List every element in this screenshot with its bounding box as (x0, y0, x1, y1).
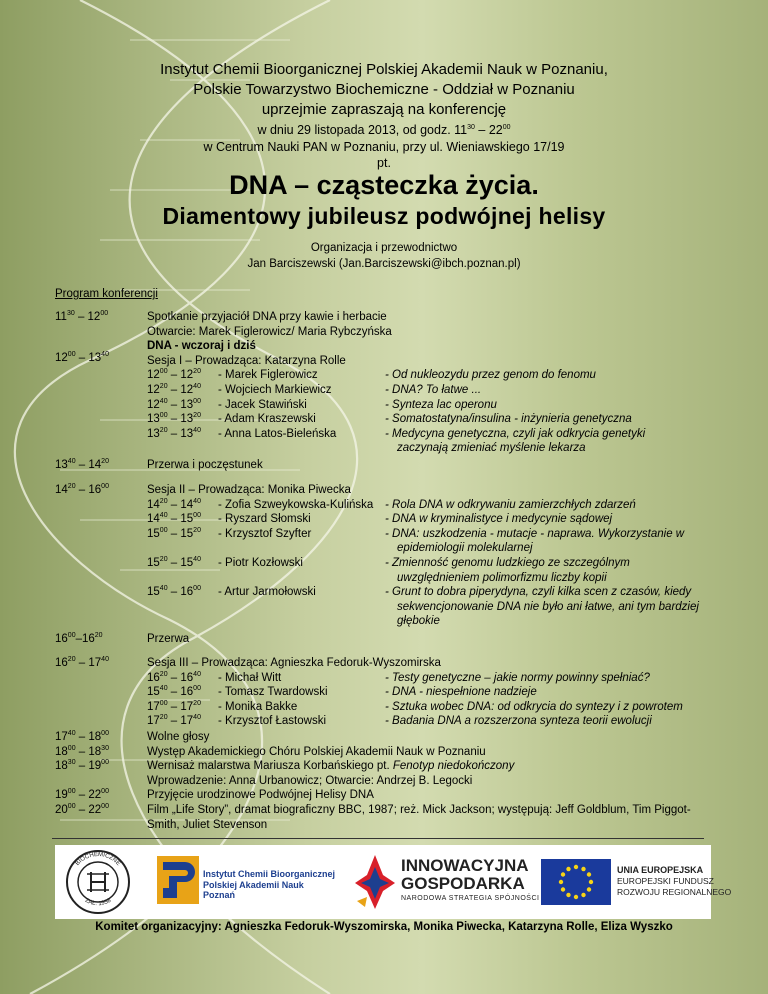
intro-line-3: DNA - wczoraj i dziś (147, 340, 256, 353)
talk-time: $15^{40} - 16^{00}$ (147, 585, 201, 599)
eu-star-icon (574, 895, 578, 899)
time-slot: $18^{30} - 19^{00}$ (55, 759, 109, 773)
ibch-logo-icon (157, 856, 199, 904)
time-slot: $12^{00} - 13^{40}$ (55, 351, 109, 364)
talk-speaker: - Adam Kraszewski (218, 413, 316, 426)
talk-time: $12^{00} - 12^{20}$ (147, 368, 201, 382)
evening-line: Wprowadzenie: Anna Urbanowicz; Otwarcie: Andrzej B. Legocki (147, 774, 473, 787)
evening-line: Wernisaż malarstwa Mariusza Korbańskiego pt. Fenotyp niedokończony (147, 760, 515, 773)
organizer-contact: Jan Barciszewski (Jan.Barciszewski@ibch.poznan.pl) (247, 258, 521, 270)
conference-title: DNA – cząsteczka życia. (229, 170, 539, 200)
talk-speaker: - Monika Bakke (218, 700, 298, 713)
eu-star-icon (587, 872, 591, 876)
talk-time: $12^{40} - 13^{00}$ (147, 397, 201, 411)
talk-speaker: - Tomasz Twardowski (218, 686, 328, 699)
conference-subtitle: Diamentowy jubileusz podwójnej helisy (162, 203, 606, 229)
time-slot: $17^{40} - 18^{00}$ (55, 730, 109, 743)
talk-speaker: - Krzysztof Szyfter (218, 527, 312, 540)
svg-text:BIOCHEMICZNE: BIOCHEMICZNE (74, 851, 122, 868)
talk-topic: - DNA: uszkodzenia - mutacje - naprawa. Wykorzystanie w (385, 527, 685, 540)
talk-speaker: - Krzysztof Łastowski (218, 715, 326, 728)
eu-star-icon (566, 893, 570, 897)
break-label: Przerwa (147, 633, 190, 645)
talk-topic: - Testy genetyczne – jakie normy powinny spełniać? (385, 671, 650, 684)
time-slot: $13^{40} - 14^{20}$ (55, 458, 109, 471)
talk-speaker: - Marek Figlerowicz (218, 369, 318, 382)
talk-topic: - Od nukleozydu przez genom do fenomu (385, 369, 596, 382)
intro-line-1: Spotkanie przyjaciół DNA przy kawie i herbacie (147, 311, 387, 323)
innovative-economy-star-icon (353, 853, 397, 911)
eu-flag-icon (541, 859, 611, 905)
session-2-chair: Sesja II – Prowadząca: Monika Piwecka (147, 484, 351, 496)
eu-star-icon (589, 880, 593, 884)
separator-line (52, 838, 704, 839)
time-slot: $11^{30} - 12^{00}$ (55, 310, 109, 323)
ptbioch-seal-logo (63, 848, 133, 916)
time-slot: $18^{00} - 18^{30}$ (55, 744, 109, 758)
eu-star-icon (561, 872, 565, 876)
organizing-committee: Komitet organizacyjny: Agnieszka Fedoruk-Wyszomirska, Monika Piwecka, Katarzyna Rolle, Eliza Wyszko (95, 921, 673, 933)
talk-topic: - DNA w kryminalistyce i medycynie sądowej (385, 513, 613, 526)
organizer-line-1: Instytut Chemii Bioorganicznej Polskiej Akademii Nauk w Poznaniu, (160, 61, 608, 78)
talk-time: $15^{40} - 16^{00}$ (147, 685, 201, 699)
talk-topic-cont: epidemiologii molekularnej (397, 542, 533, 555)
talk-speaker: - Zofia Szweykowska-Kulińska (218, 498, 374, 511)
eu-star-icon (561, 887, 565, 891)
session-1-chair: Sesja I – Prowadząca: Katarzyna Rolle (147, 354, 346, 367)
eu-star-icon (559, 880, 563, 884)
eu-star-icon (581, 893, 585, 897)
talk-speaker: - Michał Witt (218, 671, 282, 684)
talk-topic: - Synteza lac operonu (385, 398, 497, 411)
evening-line: Przyjęcie urodzinowe Podwójnej Helisy DNA (147, 789, 374, 802)
invitation-line: uprzejmie zapraszają na konferencję (261, 101, 507, 118)
talk-speaker: - Wojciech Markiewicz (218, 384, 332, 396)
sponsor-logos (55, 845, 732, 919)
talk-topic: - Somatostatyna/insulina - inżynieria genetyczna (385, 413, 632, 426)
talk-time: $15^{00} - 15^{20}$ (147, 526, 201, 540)
time-slot: $16^{00}-16^{20}$ (55, 632, 103, 645)
talk-topic-cont: głębokie (397, 615, 440, 628)
evening-line: Smith, Juliet Stevenson (147, 818, 268, 831)
time-slot: $16^{20} - 17^{40}$ (55, 656, 109, 669)
organizer-line-2: Polskie Towarzystwo Biochemiczne - Oddział w Poznaniu (193, 81, 575, 98)
intro-line-2: Otwarcie: Marek Figlerowicz/ Maria Rybczyńska (147, 325, 392, 338)
eu-fund-logo-text: UNIA EUROPEJSKA EUROPEJSKI FUNDUSZ ROZWOJU REGIONALNEGO (617, 865, 732, 897)
organization-label: Organizacja i przewodnictwo (310, 242, 458, 254)
talk-time: $12^{20} - 12^{40}$ (147, 383, 201, 396)
talk-topic-cont: uwzględnieniem polimorfizmu liczby kopii (397, 571, 607, 584)
talk-time: $17^{20} - 17^{40}$ (147, 714, 201, 728)
eu-star-icon (566, 867, 570, 871)
talk-time: $13^{20} - 13^{40}$ (147, 426, 201, 440)
talk-time: $13^{00} - 13^{20}$ (147, 412, 201, 426)
talk-topic: - DNA - niespełnione nadzieje (385, 686, 537, 699)
session-3-chair: Sesja III – Prowadząca: Agnieszka Fedoruk-Wyszomirska (147, 657, 441, 669)
talk-speaker: - Jacek Stawiński (218, 398, 307, 411)
talk-topic: - Sztuka wobec DNA: od odkrycia do syntezy i z powrotem (385, 700, 683, 713)
talk-speaker: - Artur Jarmołowski (218, 586, 316, 599)
event-place-cont: pt. (377, 156, 391, 170)
evening-line: Występ Akademickiego Chóru Polskiej Akademii Nauk w Poznaniu (147, 745, 486, 758)
event-place: w Centrum Nauki PAN w Poznaniu, przy ul. Wieniawskiego 17/19 (203, 140, 565, 154)
talk-time: $14^{20} - 14^{40}$ (147, 497, 201, 511)
talk-speaker: - Piotr Kozłowski (218, 557, 303, 569)
talk-speaker: - Anna Latos-Bieleńska (218, 427, 337, 440)
talk-topic-cont: zaczynają zmieniać myślenie lekarza (397, 442, 586, 455)
talk-topic: - Rola DNA w odkrywaniu zamierzchłych zdarzeń (385, 498, 636, 511)
talk-topic-cont: sekwencjonowanie DNA nie było ani łatwe, ani tym bardziej (397, 600, 699, 613)
evening-line: Wolne głosy (147, 731, 210, 743)
talk-topic: - Zmienność genomu ludzkiego ze szczególnym (385, 557, 630, 569)
eu-star-icon (587, 887, 591, 891)
time-slot: $19^{00} - 22^{00}$ (55, 788, 109, 802)
talk-time: $16^{20} - 16^{40}$ (147, 670, 201, 684)
talk-time: $14^{40} - 15^{00}$ (147, 512, 201, 526)
talk-topic: - Medycyna genetyczna, czyli jak odkrycia genetyki (385, 427, 646, 440)
time-slot: $14^{20} - 16^{00}$ (55, 483, 109, 496)
talk-topic: - Badania DNA a rozszerzona synteza teorii ewolucji (385, 715, 652, 728)
talk-topic: - Grunt to dobra piperydyna, czyli kilka scen z czasów, kiedy (385, 586, 692, 599)
ibch-logo-text: Instytut Chemii Bioorganicznej Polskiej Akademii Nauk Poznań (203, 869, 336, 900)
talk-time: $17^{00} - 17^{20}$ (147, 699, 201, 713)
eu-star-icon (581, 867, 585, 871)
innovative-economy-logo-text: INNOWACYJNA GOSPODARKA NARODOWA STRATEGIA SPÓJNOŚCI (401, 856, 540, 902)
break-label: Przerwa i poczęstunek (147, 459, 263, 471)
talk-time: $15^{20} - 15^{40}$ (147, 556, 201, 569)
svg-text:ZAŁ. 1958: ZAŁ. 1958 (83, 897, 113, 908)
talk-speaker: - Ryszard Słomski (218, 513, 311, 526)
evening-line: Film „Life Story”, dramat biograficzny BBC, 1987; reż. Mick Jackson; występują: Jeff Goldblum, Tim Piggot- (147, 804, 691, 816)
event-date: w dniu 29 listopada 2013, od godz. $11^{30} - 22^{00}$ (257, 123, 511, 137)
eu-star-icon (574, 865, 578, 869)
talk-topic: - DNA? To łatwe ... (385, 384, 482, 396)
program-heading: Program konferencji (55, 288, 158, 300)
time-slot: $20^{00} - 22^{00}$ (55, 803, 109, 816)
